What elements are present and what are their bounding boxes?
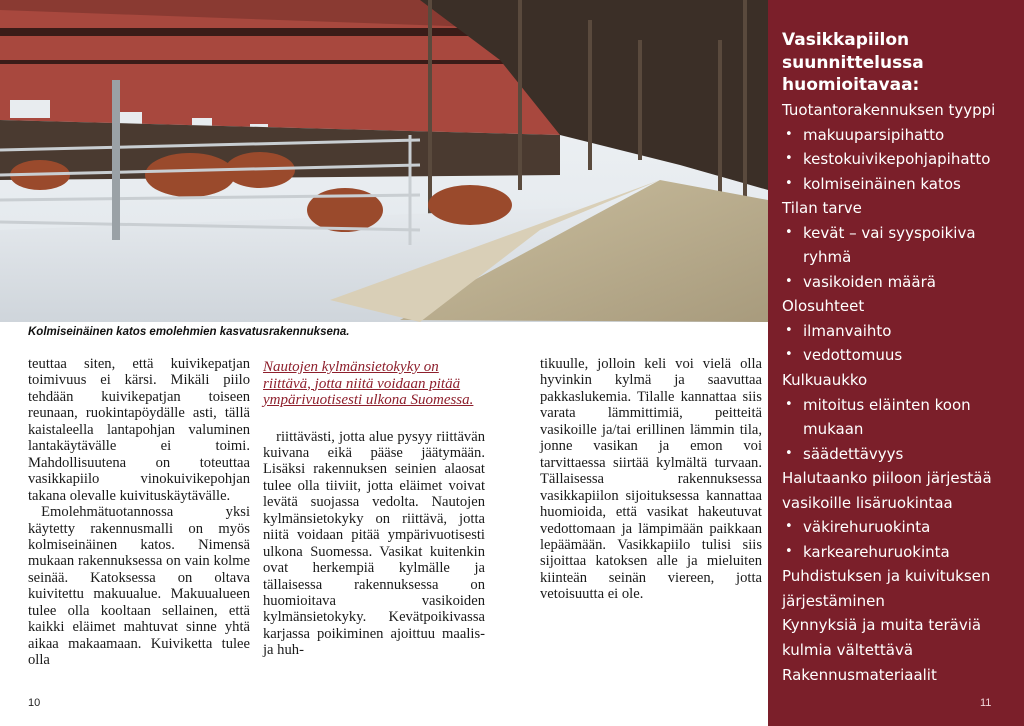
paragraph: riittävästi, jotta alue pysyy riittävän kuivana eikä pääse jäätymään. Lisäksi rakennuksen seinien alaosat tulee olla tiiviit, jotta eläimet voivat levätä suojassa vedolta. Nautojen kylmänsietokyky on riittävä, jotta niitä voidaan pitää ympärivuotisesti ulkona Suomessa. Vasikat kuitenkin ovat herkempiä kylmälle ja tällaisessa rakennuksessa on huomioitava vasikoiden kylmänsietokyky. Kevätpoikivassa karjassa poikiminen ajoittuu maalis- ja huh-	[263, 428, 485, 659]
barn-photo	[0, 0, 768, 322]
sidebar-title: Vasikkapiilon suunnittelussa huomioitavaa:	[782, 30, 924, 95]
sidebar-list-item: • ilmanvaihto	[782, 319, 1018, 344]
sidebar-heading: Kynnyksiä ja muita teräviä	[782, 616, 982, 635]
sidebar-list-item: • mitoitus eläinten koon	[782, 393, 1018, 418]
text-column-2	[263, 356, 485, 659]
sidebar-heading: Olosuhteet	[782, 297, 865, 316]
sidebar-heading: vasikoille lisäruokintaa	[782, 493, 953, 512]
sidebar-heading: kulmia vältettävä	[782, 641, 914, 660]
sidebar-list-item: • makuuparsipihatto	[782, 123, 1018, 148]
text-column-1	[28, 356, 250, 669]
pull-quote: Nautojen kylmänsietokyky on riittävä, jotta niitä voidaan pitää ympärivuotisesti ulkona Suomessa.	[263, 359, 474, 408]
sidebar-list-item: • kestokuivikepohjapihatto	[782, 147, 1018, 172]
sidebar-list-item: • väkirehuruokinta	[782, 515, 1018, 540]
sidebar-list	[782, 98, 1018, 687]
paragraph: Emolehmätuotannossa yksi käytetty rakennusmalli on myös kolmiseinäinen katos. Nimensä mukaan rakennuksessa on vain kolme seinää. Katoksessa on oltava kuivitettu makuualue. Makuualueen tulee olla kooltaan sellainen, että kaikki eläimet mahtuvat sinne yhtä aikaa makaamaan. Kuiviketta tulee olla	[28, 504, 250, 669]
page-number-right: 11	[980, 697, 992, 709]
sidebar-list-item: mukaan	[803, 420, 864, 439]
sidebar-heading: Puhdistuksen ja kuivituksen	[782, 567, 991, 586]
sidebar-list-item: • vedottomuus	[782, 343, 1018, 368]
sidebar-list-item: • karkearehuruokinta	[782, 540, 1018, 565]
sidebar-list-item: • kolmiseinäinen katos	[782, 172, 1018, 197]
barn-photo-illustration	[0, 0, 768, 322]
page-number-left: 10	[28, 697, 41, 709]
sidebar-list-item: • vasikoiden määrä	[782, 270, 1018, 295]
paragraph: teuttaa siten, että kuivikepatjan toimivuus ei kärsi. Mikäli piilo tehdään kuivikepatjan toiseen reunaan, ruokintapöydälle asti, tällä kaistaleella lantapohjan valuminen lantakäytävälle ei toimi. Mahdollisuutena on toteuttaa vasikkapiilo vinokuivikepohjan takana olevalle kuivituskäytävälle.	[28, 356, 250, 504]
sidebar-heading: Tilan tarve	[782, 199, 862, 218]
sidebar-heading: Rakennusmateriaalit	[782, 665, 937, 684]
photo-caption: Kolmiseinäinen katos emolehmien kasvatusrakennuksena.	[28, 326, 350, 338]
sidebar-list-item: • kevät – vai syyspoikiva	[782, 221, 1018, 246]
text-column-3	[540, 356, 762, 603]
sidebar-list-item: ryhmä	[803, 248, 852, 267]
sidebar-panel	[768, 0, 1024, 726]
sidebar-heading: Tuotantorakennuksen tyyppi	[782, 101, 996, 119]
sidebar-list-item: • säädettävyys	[782, 442, 1018, 467]
sidebar-heading: Halutaanko piiloon järjestää	[782, 469, 992, 488]
paragraph: tikuulle, jolloin keli voi vielä olla hyvinkin kylmä ja saavuttaa pakkaslukemia. Tilalle kannattaa siis varata lämmittimiä, peitteitä vasikoille ja/tai erillinen lämmin tila, jonne vasikan ja emon voi tarvittaessa siirtää kylmältä turvaan. Tällaisessa rakennuksessa vasikkapiilon sijoituksessa kannattaa huomioida, että vasikat hakeutuvat vedottomaan ja lämpimään paikkaan lepäämään. Vasikkapiilo tulisi siis sijoittaa katoksen alle ja mieluiten kiinteän seinän viereen, jotta vetoisuutta ei ole.	[540, 356, 762, 603]
sidebar-heading: järjestäminen	[782, 591, 885, 610]
sidebar-heading: Kulkuaukko	[782, 371, 868, 390]
